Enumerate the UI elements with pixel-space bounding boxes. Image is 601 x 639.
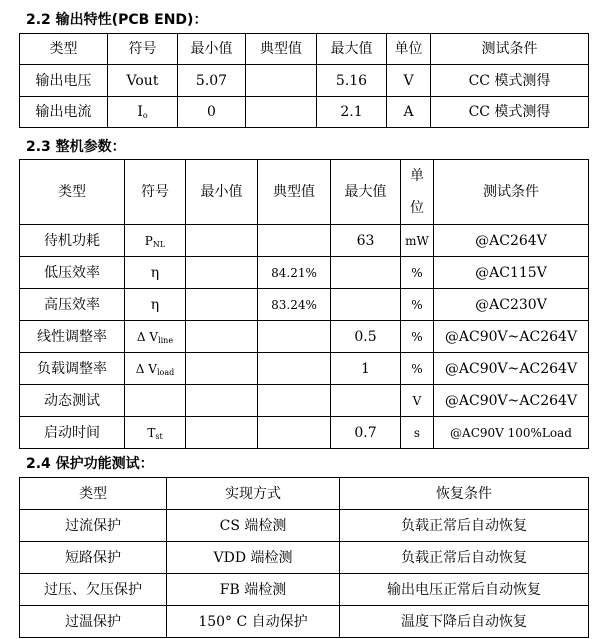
symbol-text: Vout xyxy=(126,72,159,89)
unit-header-line1: 单 xyxy=(410,168,424,184)
condition-cell: @AC264V xyxy=(434,225,589,257)
header-cell: 类型 xyxy=(20,478,167,510)
type-cell: 线性调整率 xyxy=(20,321,125,353)
min-cell xyxy=(186,417,258,449)
condition-cell: @AC230V xyxy=(434,289,589,321)
symbol-cell xyxy=(125,289,186,321)
symbol-subscript: line xyxy=(158,335,174,345)
header-cell: 类型 xyxy=(20,34,108,65)
typ-cell: 83.24% xyxy=(258,289,331,321)
max-cell: 63 xyxy=(331,225,401,257)
symbol-text: η xyxy=(150,296,160,313)
type-cell: 过温保护 xyxy=(20,606,167,638)
method-cell: FB 端检测 xyxy=(167,574,340,606)
max-cell: 2.1 xyxy=(317,97,387,128)
condition-cell: CC 模式测得 xyxy=(431,65,589,97)
header-cell: 符号 xyxy=(108,34,178,65)
symbol-cell xyxy=(125,385,186,417)
max-cell xyxy=(331,385,401,417)
header-cell: 最大值 xyxy=(317,34,387,65)
unit-cell: % xyxy=(401,321,434,353)
header-cell: 典型值 xyxy=(258,160,331,225)
symbol-text: T xyxy=(147,425,156,440)
min-cell: 0 xyxy=(178,97,246,128)
unit-cell: % xyxy=(401,257,434,289)
unit-cell: mW xyxy=(401,225,434,257)
table-header-row xyxy=(20,160,589,225)
max-cell: 0.5 xyxy=(331,321,401,353)
max-cell: 5.16 xyxy=(317,65,387,97)
max-cell xyxy=(331,289,401,321)
symbol-subscript: o xyxy=(142,111,148,120)
condition-cell: @AC90V~AC264V xyxy=(434,385,589,417)
symbol-cell xyxy=(125,417,186,449)
min-cell: 5.07 xyxy=(178,65,246,97)
header-cell: 最大值 xyxy=(331,160,401,225)
type-cell: 高压效率 xyxy=(20,289,125,321)
table-row xyxy=(20,353,589,385)
method-cell: CS 端检测 xyxy=(167,510,340,542)
table-row xyxy=(20,257,589,289)
typ-cell xyxy=(258,385,331,417)
type-cell: 待机功耗 xyxy=(20,225,125,257)
min-cell xyxy=(186,353,258,385)
method-cell: 150° C 自动保护 xyxy=(167,606,340,638)
symbol-cell xyxy=(125,225,186,257)
type-cell: 过流保护 xyxy=(20,510,167,542)
header-cell: 最小值 xyxy=(178,34,246,65)
header-cell: 类型 xyxy=(20,160,125,225)
typ-cell xyxy=(246,65,317,97)
min-cell xyxy=(186,257,258,289)
table-row xyxy=(20,606,589,638)
type-cell: 低压效率 xyxy=(20,257,125,289)
recover-cell: 负载正常后自动恢复 xyxy=(340,510,589,542)
symbol-subscript: load xyxy=(156,367,175,377)
symbol-cell xyxy=(125,257,186,289)
recover-cell: 输出电压正常后自动恢复 xyxy=(340,574,589,606)
symbol-subscript: st xyxy=(155,431,163,441)
min-cell xyxy=(186,289,258,321)
typ-cell: 84.21% xyxy=(258,257,331,289)
typ-cell xyxy=(258,353,331,385)
typ-cell xyxy=(258,417,331,449)
protection-function-table xyxy=(19,477,589,638)
table-row xyxy=(20,321,589,353)
header-cell: 单位 xyxy=(387,34,431,65)
typ-cell xyxy=(258,225,331,257)
type-cell: 动态测试 xyxy=(20,385,125,417)
condition-cell: @AC90V 100%Load xyxy=(434,417,589,449)
table-row xyxy=(20,225,589,257)
typ-cell xyxy=(246,97,317,128)
table-row xyxy=(20,510,589,542)
symbol-cell xyxy=(125,353,186,385)
symbol-cell xyxy=(108,65,178,97)
table-row xyxy=(20,542,589,574)
output-characteristics-table xyxy=(19,33,589,128)
type-cell: 过压、欠压保护 xyxy=(20,574,167,606)
section-heading-protection: 2.4 保护功能测试： xyxy=(26,456,154,472)
whole-machine-parameters-table xyxy=(19,159,589,449)
unit-cell: A xyxy=(387,97,431,128)
symbol-text: P xyxy=(144,233,153,248)
section-heading-output: 2.2 输出特性(PCB END)： xyxy=(26,12,208,28)
symbol-text: I xyxy=(137,104,143,120)
table-row xyxy=(20,289,589,321)
section-heading-whole: 2.3 整机参数： xyxy=(26,139,126,155)
table-row xyxy=(20,65,589,97)
min-cell xyxy=(186,225,258,257)
max-cell: 0.7 xyxy=(331,417,401,449)
symbol-cell xyxy=(108,97,178,128)
recover-cell: 温度下降后自动恢复 xyxy=(340,606,589,638)
type-cell: 启动时间 xyxy=(20,417,125,449)
table-row xyxy=(20,417,589,449)
table-row xyxy=(20,574,589,606)
method-cell: VDD 端检测 xyxy=(167,542,340,574)
unit-cell: V xyxy=(387,65,431,97)
table-header-row xyxy=(20,34,589,65)
type-cell: 输出电流 xyxy=(20,97,108,128)
header-cell: 符号 xyxy=(125,160,186,225)
table-row xyxy=(20,385,589,417)
condition-cell: @AC90V~AC264V xyxy=(434,353,589,385)
condition-cell: CC 模式测得 xyxy=(431,97,589,128)
unit-cell: % xyxy=(401,289,434,321)
header-cell: 恢复条件 xyxy=(340,478,589,510)
table-row xyxy=(20,97,589,128)
recover-cell: 负载正常后自动恢复 xyxy=(340,542,589,574)
header-cell: 测试条件 xyxy=(431,34,589,65)
type-cell: 输出电压 xyxy=(20,65,108,97)
header-cell: 典型值 xyxy=(246,34,317,65)
unit-cell: V xyxy=(401,385,434,417)
header-cell: 最小值 xyxy=(186,160,258,225)
header-cell-unit xyxy=(401,160,434,225)
condition-cell: @AC90V~AC264V xyxy=(434,321,589,353)
min-cell xyxy=(186,321,258,353)
type-cell: 负载调整率 xyxy=(20,353,125,385)
symbol-cell xyxy=(125,321,186,353)
max-cell: 1 xyxy=(331,353,401,385)
symbol-text: η xyxy=(150,264,160,281)
condition-cell: @AC115V xyxy=(434,257,589,289)
symbol-subscript: NL xyxy=(152,239,166,249)
symbol-text: Δ V xyxy=(136,329,159,344)
typ-cell xyxy=(258,321,331,353)
max-cell xyxy=(331,257,401,289)
type-cell: 短路保护 xyxy=(20,542,167,574)
header-cell: 测试条件 xyxy=(434,160,589,225)
symbol-text: Δ V xyxy=(135,361,157,376)
header-cell: 实现方式 xyxy=(167,478,340,510)
unit-header-line2: 位 xyxy=(410,200,424,216)
min-cell xyxy=(186,385,258,417)
unit-cell: % xyxy=(401,353,434,385)
unit-cell: s xyxy=(401,417,434,449)
table-header-row xyxy=(20,478,589,510)
